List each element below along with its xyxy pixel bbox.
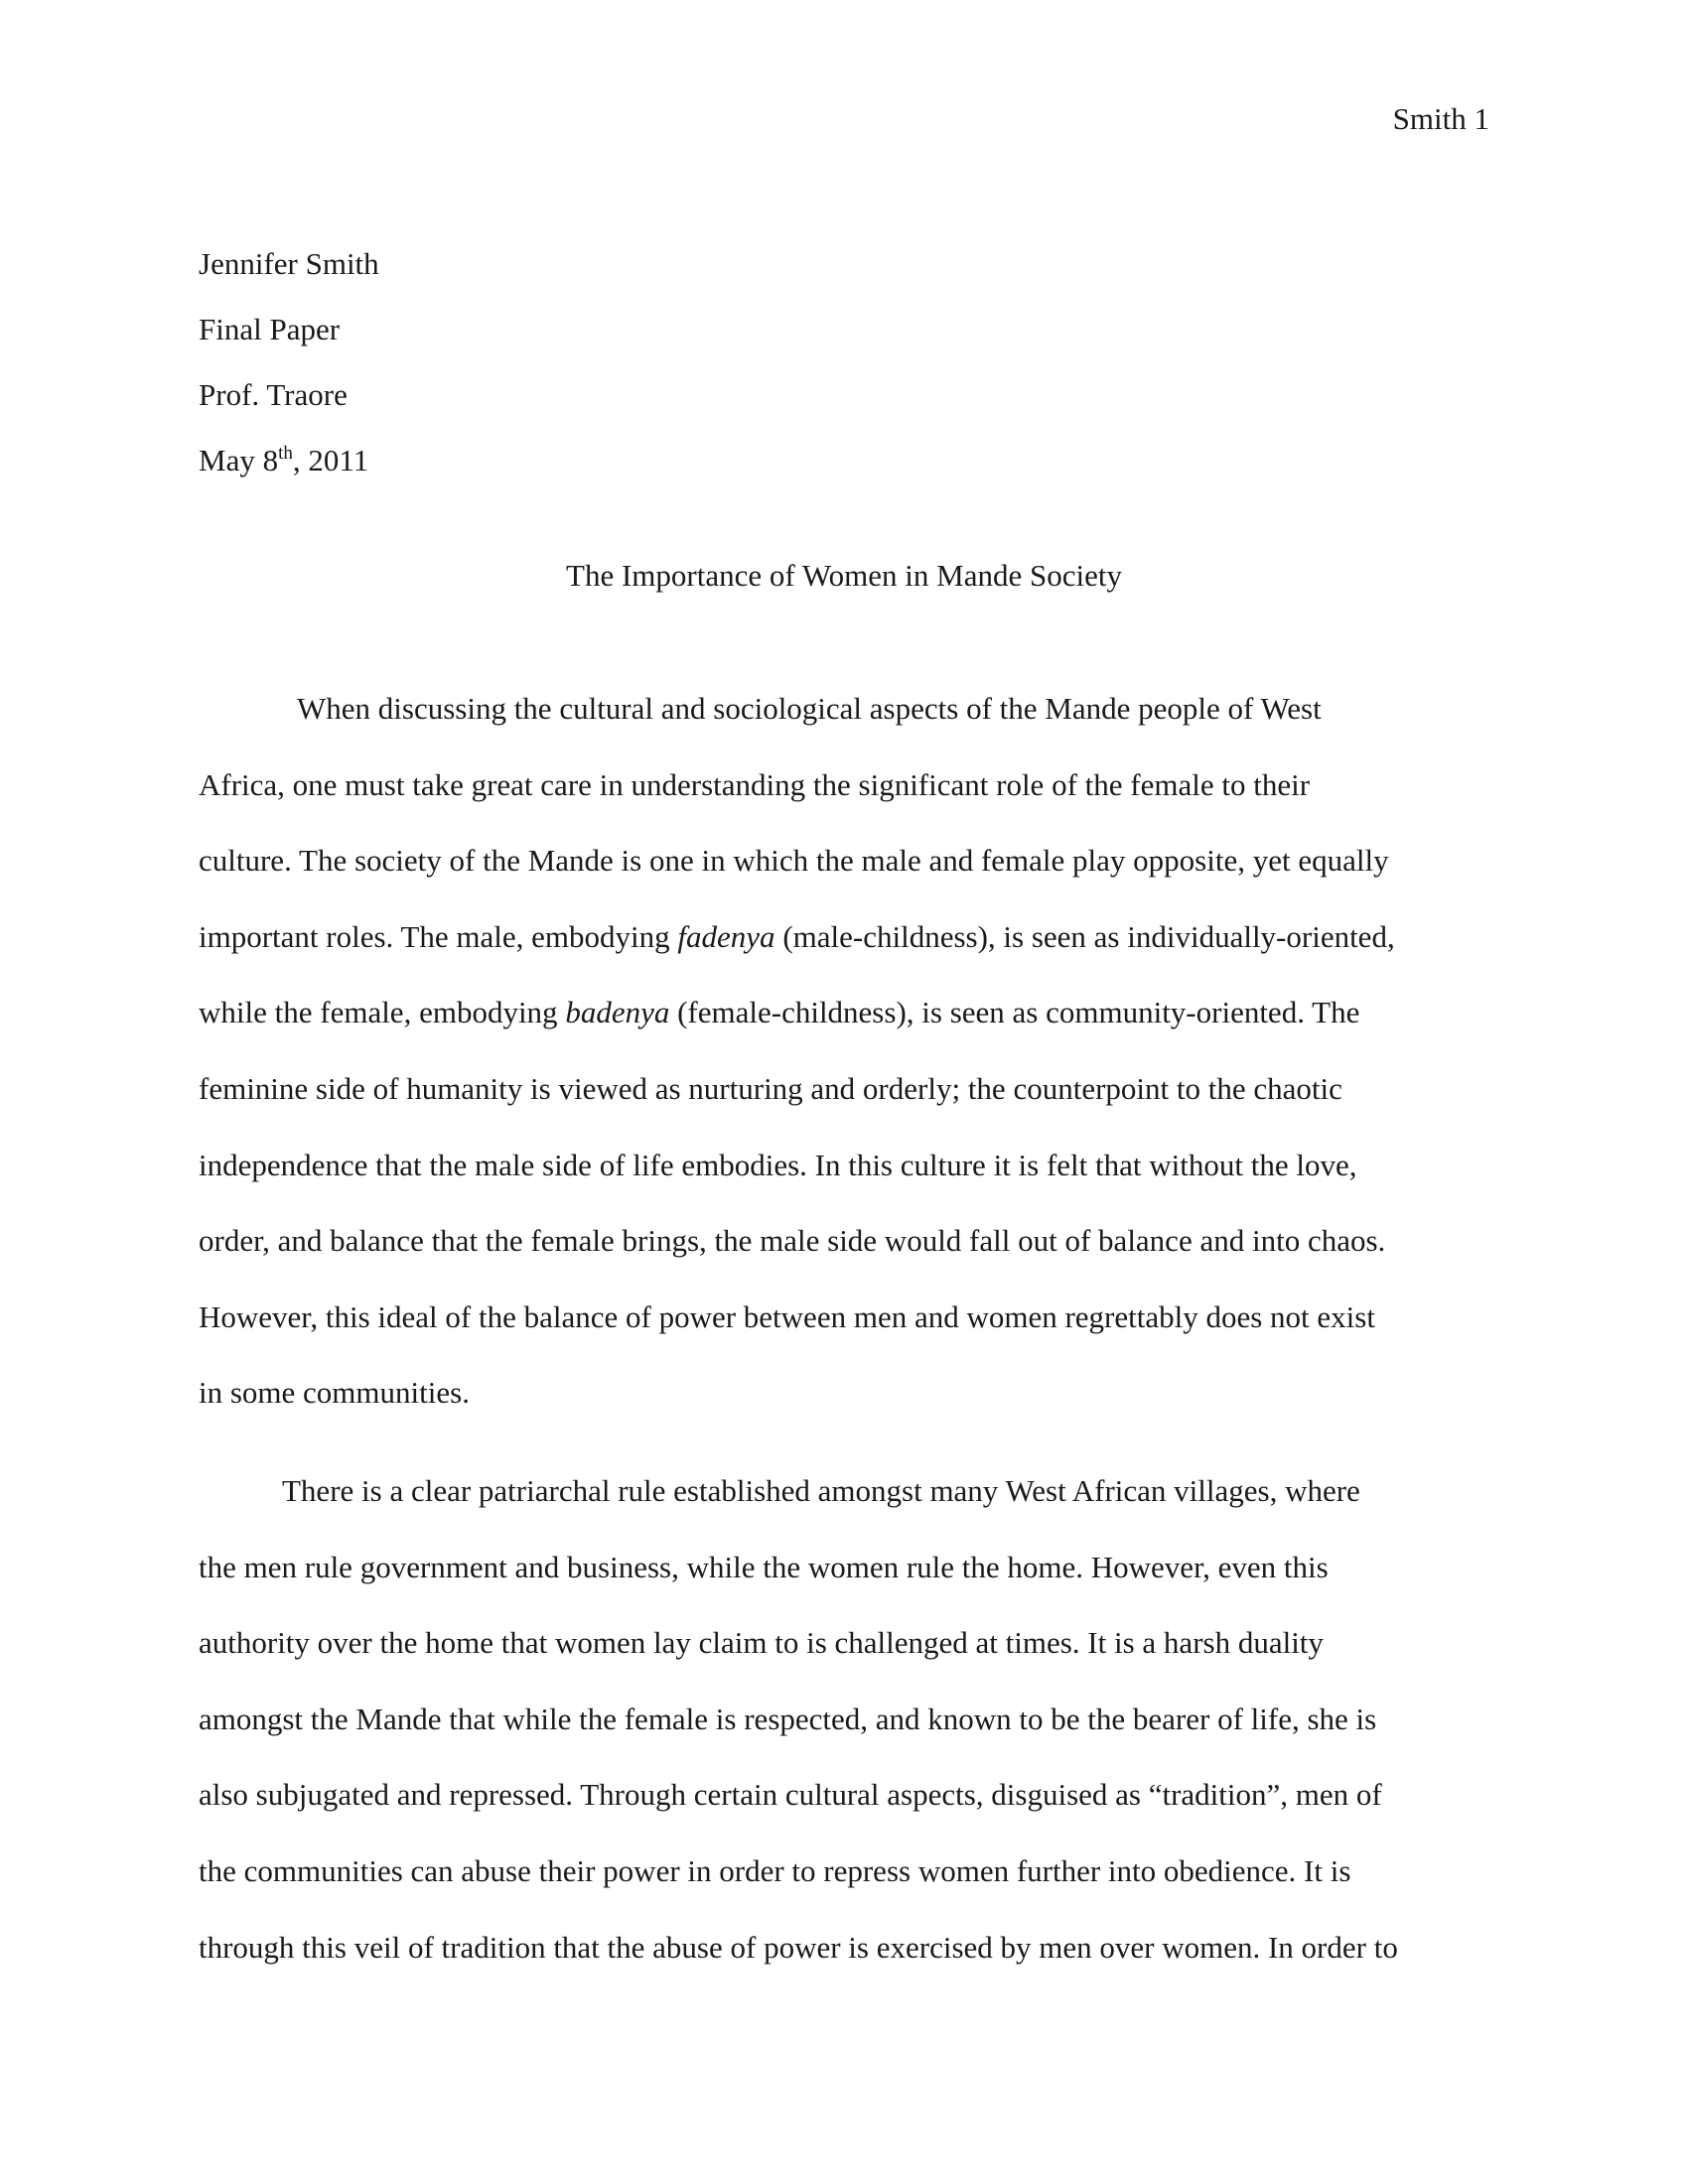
running-head: Smith 1 bbox=[1392, 101, 1489, 136]
term-badenya: badenya bbox=[565, 995, 670, 1030]
paragraph-1-line-5 bbox=[199, 993, 1489, 1069]
mla-heading bbox=[199, 231, 379, 498]
paragraph-2-line-4: amongst the Mande that while the female is respected, and known to be the bearer of life, she is bbox=[199, 1701, 1377, 1736]
paragraph-1-line-2: Africa, one must take great care in understanding the significant role of the female to their bbox=[199, 766, 1311, 802]
paragraph-1-line-7: independence that the male side of life embodies. In this culture it is felt that without the love, bbox=[199, 1147, 1357, 1182]
paragraph-1-line-10: in some communities. bbox=[199, 1375, 470, 1411]
paragraph-2-line-2: the men rule government and business, while the women rule the home. However, even this bbox=[199, 1549, 1329, 1584]
body-text bbox=[199, 689, 1489, 2003]
paragraph-1-line-3: culture. The society of the Mande is one in which the male and female play opposite, yet equally bbox=[199, 843, 1389, 879]
submission-date bbox=[199, 428, 379, 498]
line-4-end: (male-childness), is seen as individually-oriented, bbox=[774, 918, 1395, 954]
author-name: Jennifer Smith bbox=[199, 246, 379, 281]
date-suffix: , 2011 bbox=[292, 443, 369, 478]
paragraph-2-line-1: There is a clear patriarchal rule established amongst many West African villages, where bbox=[282, 1472, 1360, 1508]
paragraph-2-line-6: the communities can abuse their power in order to repress women further into obedience. It is bbox=[199, 1852, 1351, 1888]
paragraph-2-line-5: also subjugated and repressed. Through certain cultural aspects, disguised as “tradition”, men of bbox=[199, 1777, 1382, 1813]
professor-name: Prof. Traore bbox=[199, 377, 348, 412]
paragraph-1-line-1: When discussing the cultural and sociological aspects of the Mande people of West bbox=[297, 691, 1322, 726]
paragraph-1-line-6: feminine side of humanity is viewed as nurturing and orderly; the counterpoint to the chaotic bbox=[199, 1070, 1342, 1106]
date-prefix: May 8 bbox=[199, 443, 279, 478]
assignment-name: Final Paper bbox=[199, 312, 341, 346]
paragraph-gap bbox=[199, 1449, 1489, 1471]
paragraph-1-line-8: order, and balance that the female brings, the male side would fall out of balance and into chaos. bbox=[199, 1223, 1386, 1259]
line-5-end: (female-childness), is seen as community-oriented. The bbox=[669, 995, 1360, 1030]
date-ordinal: th bbox=[278, 443, 293, 464]
paragraph-1-line-4 bbox=[199, 917, 1489, 994]
line-4-start: important roles. The male, embodying bbox=[199, 918, 678, 954]
term-fadenya: fadenya bbox=[677, 918, 775, 954]
paragraph-1-line-9: However, this ideal of the balance of power between men and women regrettably does not exist bbox=[199, 1298, 1375, 1334]
line-5-start: while the female, embodying bbox=[199, 995, 566, 1030]
paragraph-2-line-3: authority over the home that women lay claim to is challenged at times. It is a harsh duality bbox=[199, 1625, 1324, 1661]
paper-title: The Importance of Women in Mande Society bbox=[566, 558, 1122, 593]
paragraph-2-line-7: through this veil of tradition that the abuse of power is exercised by men over women. In order to bbox=[199, 1929, 1398, 1965]
